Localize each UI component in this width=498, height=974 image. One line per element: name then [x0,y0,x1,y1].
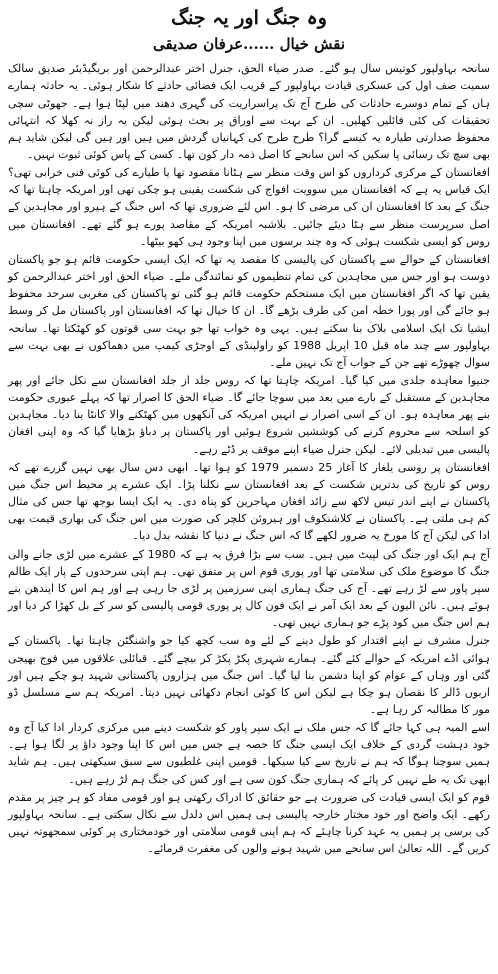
article-byline: نقش خیال ......عرفان صدیقی [152,34,345,53]
article-paragraph: آج ہم ایک اور جنگ کی لپیٹ میں ہیں۔ سب سے بڑا فرق یہ ہے کہ 1980 کے عشرے میں لڑی جانے والی جنگ کا موضوع ملک کی سلامتی تھا اور پوری قوم اس پر متفق تھی۔ ہم اپنی سرحدوں کے پار ایک ظالم سپر پاور سے لڑ رہے تھے۔ آج کی جنگ ہماری اپنی سرزمین پر لڑی جا رہی ہے اور ہم اس کا ایندھن بنے ہوئے ہیں۔ نائن الیون کے بعد ایک آمر نے ایک فون کال پر پوری قومی پالیسی کو سر کے بل کھڑا کر دیا اور ہم اس جنگ میں کود پڑے جو ہماری نہیں تھی۔ [8,547,490,630]
article-paragraph: افغانستان کے حوالے سے پاکستان کی پالیسی کا مقصد یہ تھا کہ ایک ایسی حکومت قائم ہو جو پاکستان دوست ہو اور جس میں مجاہدین کی تمام تنظیموں کو نمائندگی ملے۔ ضیاء الحق اور اختر عبدالرحمن کو یقین تھا کہ اگر افغانستان میں ایک مستحکم حکومت قائم ہو گئی تو پاکستان کی مغربی سرحد محفوظ ہو جائے گی اور پورا خطہ امن کی طرف بڑھے گا۔ ان کا خیال تھا کہ افغانستان اور پاکستان مل کر وسط ایشیا تک ایک اسلامی بلاک بنا سکتے ہیں۔ یہی وہ خواب تھا جو بہت سی قوتوں کو کھٹکتا تھا۔ سانحہ بہاولپور سے چند ماہ قبل 10 اپریل 1988 کو راولپنڈی کے اوجڑی کیمپ میں دھماکوں نے بھی بہت سے سوال چھوڑے تھے جن کے جواب آج تک نہیں ملے۔ [8,252,490,369]
article-headline: وہ جنگ اور یہ جنگ [171,7,327,29]
article-paragraph: جنیوا معاہدہ جلدی میں کیا گیا۔ امریکہ چاہتا تھا کہ روس جلد از جلد افغانستان سے نکل جائے اور پھر مجاہدین کے مستقبل کے بارے میں بعد میں سوچا جائے گا۔ ضیاء الحق کا اصرار تھا کہ پہلے عبوری حکومت بنے پھر معاہدہ ہو۔ ان کے اسی اصرار نے انہیں امریکہ کی آنکھوں میں کھٹکنے والا کانٹا بنا دیا۔ مجاہدین کو اسلحہ سے محروم کرنے کی کوششیں شروع ہوئیں اور پاکستان پر دباؤ بڑھایا گیا کہ وہ اپنی افغان پالیسی میں تبدیلی لائے۔ لیکن جنرل ضیاء اپنے موقف پر ڈٹے رہے۔ [8,374,490,456]
article-paragraph: جنرل مشرف نے اپنے اقتدار کو طول دینے کے لئے وہ سب کچھ کیا جو واشنگٹن چاہتا تھا۔ پاکستان کے ہوائی اڈے امریکہ کے حوالے کئے گئے۔ ہمارے شہری پکڑ پکڑ کر بیچے گئے۔ قبائلی علاقوں میں فوج بھیجی گئی اور وہاں کے عوام کو اپنا دشمن بنا لیا گیا۔ اس جنگ میں ہزاروں پاکستانی شہید ہو چکے ہیں اور اربوں ڈالر کا نقصان ہو چکا ہے لیکن اس کا کوئی انجام دکھائی نہیں دیتا۔ امریکہ ہم سے مسلسل ڈو مور کا مطالبہ کر رہا ہے۔ [8,634,490,716]
article-paragraph: اسے المیہ ہی کہا جائے گا کہ جس ملک نے ایک سپر پاور کو شکست دینے میں مرکزی کردار ادا کیا آج وہ خود دہشت گردی کے خلاف ایک ایسی جنگ کا حصہ ہے جس میں اس کا اپنا وجود داؤ پر لگا ہوا ہے۔ ہمیں سوچنا ہوگا کہ ہم نے تاریخ سے کیا سیکھا۔ قومیں اپنی غلطیوں سے سبق سیکھتی ہیں۔ ہم شاید ابھی تک یہ طے نہیں کر پائے کہ ہماری جنگ کون سی ہے اور کس کی جنگ ہم لڑ رہے ہیں۔ [8,721,490,786]
article-paragraph: افغانستان کے مرکزی کرداروں کو اس وقت منظر سے ہٹانا مقصود تھا یا طیارے کی کوئی فنی خرابی تھی؟ ایک قیاس یہ ہے کہ افغانستان میں سوویت افواج کی شکست یقینی ہو چکی تھی اور امریکہ چاہتا تھا کہ جنگ کے بعد کا افغانستان ان کی مرضی کا ہو۔ اس لئے ضروری تھا کہ اس جنگ کے ہیرو اور مجاہدین کے اصل سرپرست منظر سے ہٹا دیئے جائیں۔ بلاشبہ امریکہ کے مقاصد پورے ہو گئے تھے۔ افغانستان میں روس کو ایسی شکست ہوئی کہ وہ چند برسوں میں اپنا وجود ہی کھو بیٹھا۔ [8,166,490,248]
article-paragraph: سانحہ بہاولپور کوتیس سال ہو گئے۔ صدر ضیاء الحق، جنرل اختر عبدالرحمن اور بریگیڈیئر صدیق سالک سمیت صف اول کی عسکری قیادت بہاولپور کے قریب ایک فضائی حادثے کا شکار ہوئی۔ یہ حادثہ ہمارے ہاں کے تمام دوسرے حادثات کی طرح آج تک پراسراریت کی گہری دھند میں لپٹا ہوا ہے۔ جھوٹی سچی تحقیقات کی کئی فائلیں کھلیں۔ ان کے بہت سے اوراق پر بحث ہوئی لیکن یہ راز نہ کھلا کہ انتہائی محفوظ صدارتی طیارہ یہ کیسے گرا؟ طرح طرح کی کہانیاں گردش میں ہیں اور ہیں گی لیکن شاید ہم بھی سچ تک رسائی پا سکیں کہ اس سانحے کا اصل ذمہ دار کون تھا۔ کسی کے پاس کوئی ثبوت نہیں۔ [8,62,490,161]
article-paragraph: افغانستان پر روسی یلغار کا آغاز 25 دسمبر 1979 کو ہوا تھا۔ ابھی دس سال بھی نہیں گزرے تھے کہ روس کو تاریخ کی بدترین شکست کے بعد افغانستان سے نکلنا پڑا۔ ایک عشرے پر محیط اس جنگ میں پاکستان نے اپنے اندر تیس لاکھ سے زائد افغان مہاجرین کو پناہ دی۔ یہ ایک ایسا بوجھ تھا جس کی مثال کم ہی ملتی ہے۔ پاکستان نے کلاشنکوف اور ہیروئن کلچر کی صورت میں اس جنگ کی بھاری قیمت بھی ادا کی لیکن آج کا مورخ یہ ضرور لکھے گا کہ اس جنگ نے دنیا کا نقشہ بدل دیا۔ [8,460,491,543]
article-paragraph: قوم کو ایک ایسی قیادت کی ضرورت ہے جو حقائق کا ادراک رکھتی ہو اور قومی مفاد کو ہر چیز پر مقدم رکھے۔ ایک واضح اور خود مختار خارجہ پالیسی ہی ہمیں اس دلدل سے نکال سکتی ہے۔ سانحہ بہاولپور کی برسی پر ہمیں یہ عہد کرنا چاہئے کہ ہم اپنی قومی سلامتی اور خودمختاری پر کوئی سمجھوتہ نہیں کریں گے۔ اللہ تعالیٰ اس سانحے میں شہید ہونے والوں کی مغفرت فرمائے۔ [8,790,490,856]
